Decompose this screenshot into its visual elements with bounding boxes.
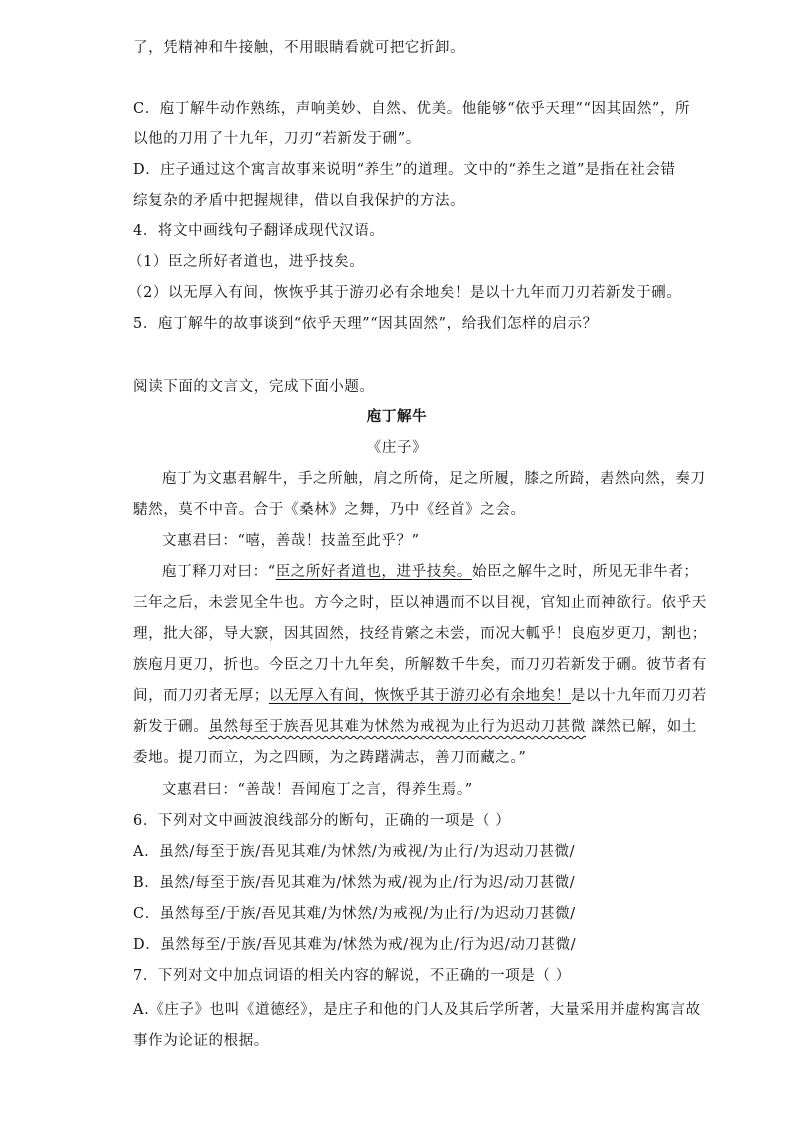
q5-stem: 5．庖丁解牛的故事谈到“依乎天理”“因其固然”，给我们怎样的启示？ [133,316,598,332]
underlined-sentence-2: 以无厚入有间，恢恢乎其于游刃必有余地矣！ [268,688,571,704]
passage-text: 是以十九年而刀刃若 [570,688,707,704]
q4-sentence-2: （2）以无厚入有间，恢恢乎其于游刃必有余地矣！是以十九年而刀刃若新发于硎。 [128,285,682,301]
passage-text: 间，而刀刃者无厚； [133,688,269,704]
q3-option-c-line2: 以他的刀用了十九年，刀刃“若新发于硎”。 [133,131,421,147]
passage-p1-line1: 庖丁为文惠君解牛，手之所触，肩之所倚，足之所履，膝之所踦，砉然向然，奏刀 [162,471,706,487]
q6-option-d: D．虽然每至/于族/吾见其难为/怵然为戒/视为止/行为迟/动刀甚微/ [133,937,577,953]
passage-text: 謋然已解，如土 [586,719,697,735]
passage-text: 新发于硎。 [133,719,209,735]
q3-option-d-line1: D．庄子通过这个寓言故事来说明“养生”的道理。文中的“养生之道”是指在社会错 [133,162,676,178]
underlined-sentence-1: 臣之所好者道也，进乎技矣。 [275,564,473,580]
q7-stem: 7．下列对文中加点词语的相关内容的解说，不正确的一项是（ ） [133,968,571,984]
passage-p3-line3: 理，批大郤，导大窾，因其固然，技经肯綮之未尝，而况大軱乎！良庖岁更刀，割也； [133,626,707,642]
q6-option-c: C．虽然每至/于族/吾见其难/为怵然/为戒视/为止行/为迟动刀甚微/ [133,906,576,922]
passage-p3-line1 [162,562,699,582]
passage-text: 庖丁释刀对曰：“ [162,564,276,580]
q3-option-b-tail: 了，凭精神和牛接触，不用眼睛看就可把它折卸。 [133,40,466,56]
q4-stem: 4．将文中画线句子翻译成现代汉语。 [133,223,385,239]
passage-p3-line6 [133,717,697,737]
passage-p1-line2: 騞然，莫不中音。合于《桑林》之舞，乃中《经首》之会。 [133,502,526,518]
passage-p3-line4: 族庖月更刀，折也。今臣之刀十九年矣，所解数千牛矣，而刀刃若新发于硎。彼节者有 [133,657,707,673]
reading-instruction: 阅读下面的文言文，完成下面小题。 [133,379,375,395]
passage-p4: 文惠君曰：“善哉！吾闻庖丁之言，得养生焉。” [162,782,473,798]
q6-option-b: B．虽然/每至于族/吾见其难为/怵然为戒/视为止/行为迟/动刀甚微/ [133,875,576,891]
q6-stem: 6．下列对文中画波浪线部分的断句，正确的一项是（ ） [133,813,511,829]
wavy-underlined-sentence: 虽然每至于族吾见其难为怵然为戒视为止行为迟动刀甚微 [208,719,586,735]
q7-option-a-line1: A.《庄子》也叫《道德经》，是庄子和他的门人及其后学所著，大量采用并虚构寓言故 [133,1002,701,1018]
q3-option-d-line2: 综复杂的矛盾中把握规律，借以自我保护的方法。 [133,193,466,209]
q4-sentence-1: （1）臣之所好者道也，进乎技矣。 [128,254,365,270]
passage-p3-line5 [133,686,707,706]
passage-author: 《庄子》 [366,440,428,456]
q7-option-a-line2: 事作为论证的根据。 [133,1033,269,1049]
passage-p3-line7: 委地。提刀而立，为之四顾，为之踌躇满志，善刀而藏之。” [133,750,527,766]
passage-p2: 文惠君曰：“嘻，善哉！技盖至此乎？” [162,533,420,549]
passage-p3-line2: 三年之后，未尝见全牛也。方今之时，臣以神遇而不以目视，官知止而神欲行。依乎天 [133,595,707,611]
passage-text: 始臣之解牛之时，所见无非牛者； [472,564,699,580]
passage-title: 庖丁解牛 [366,408,428,425]
q6-option-a: A．虽然/每至于族/吾见其难/为怵然/为戒视/为止行/为迟动刀甚微/ [133,844,576,860]
q3-option-c-line1: C．庖丁解牛动作熟练，声响美妙、自然、优美。他能够“依乎天理”“因其固然”，所 [133,101,691,117]
